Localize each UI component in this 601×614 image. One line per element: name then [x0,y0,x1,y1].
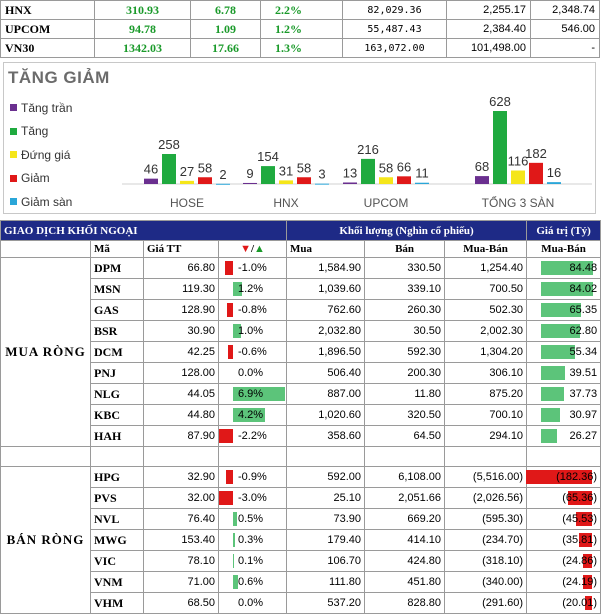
change-bar [219,491,233,505]
net-volume-cell: 700.50 [445,279,527,300]
ticker-cell: VHM [91,593,144,614]
index-value-2: 2,348.74 [531,1,600,20]
ticker-cell: BSR [91,321,144,342]
index-value-1: 101,498.00 [447,39,531,58]
net-value-cell [527,342,601,363]
category-label: HOSE [169,196,205,210]
net-buy-label: MUA RÒNG [1,258,91,447]
index-change: 1.09 [191,20,261,39]
table-row [1,363,601,384]
change-pct-text: -1.0% [238,262,267,274]
bar-data-label: 216 [357,141,379,157]
bar-data-label: 27 [179,163,195,179]
net-value-text: 84.02 [569,283,598,295]
table-row [1,384,601,405]
ticker-cell: VIC [91,551,144,572]
change-pct-cell [219,593,287,614]
index-value: 94.78 [95,20,191,39]
bar-data-label: 68 [474,159,490,175]
buy-volume-cell: 73.90 [287,509,365,530]
change-bar [228,345,233,359]
chart-bar [361,159,375,184]
sell-volume-cell: 11.80 [365,384,445,405]
index-value-2: 546.00 [531,20,600,39]
change-pct-cell [219,258,287,279]
price-cell: 32.90 [144,467,219,488]
legend-label: Đứng giá [21,147,71,162]
net-value-cell [527,467,601,488]
sell-volume-cell: 200.30 [365,363,445,384]
index-row [1,20,600,39]
volume-header: Khối lượng (Nghìn cổ phiếu) [287,221,527,241]
net-volume-cell: (2,026.56) [445,488,527,509]
change-pct-cell [219,342,287,363]
net-value-cell [527,551,601,572]
chart-bar [297,177,311,184]
advance-decline-chart [3,62,596,214]
buy-volume-cell: 106.70 [287,551,365,572]
sell-volume-cell: 6,108.00 [365,467,445,488]
legend-label: Tăng [21,124,49,139]
index-volume: 82,029.36 [343,1,447,20]
net-value-cell [527,279,601,300]
legend-label: Tăng trần [21,100,73,115]
change-bar [233,554,234,568]
ticker-cell: DPM [91,258,144,279]
table-row [1,572,601,593]
bar-data-label: 154 [257,149,279,165]
table-row [1,593,601,614]
change-pct-cell [219,321,287,342]
chart-bar [243,183,257,184]
table-row [1,321,601,342]
net-value-text: 84.48 [569,262,598,274]
col-buy: Mua [287,241,365,258]
bar-data-label: 58 [296,160,312,176]
net-volume-cell: 700.10 [445,405,527,426]
net-value-cell [527,572,601,593]
net-value-cell [527,258,601,279]
index-row [1,39,600,58]
sell-volume-cell: 339.10 [365,279,445,300]
net-value-text: 30.97 [569,409,598,421]
net-value-cell [527,405,601,426]
change-bar [233,533,235,547]
table-row [1,467,601,488]
table-row [1,342,601,363]
index-name: HNX [1,1,95,20]
chart-title: TĂNG GIẢM [8,68,110,87]
price-cell: 119.30 [144,279,219,300]
net-value-cell [527,300,601,321]
index-summary-table [0,0,600,58]
index-row [1,1,600,20]
net-value-cell [527,509,601,530]
net-value-text: 39.51 [569,367,598,379]
value-bar [541,429,557,443]
bar-data-label: 2 [219,166,227,182]
bar-data-label: 31 [278,163,294,179]
ticker-cell: GAS [91,300,144,321]
index-pct: 1.2% [261,20,343,39]
bar-data-label: 9 [246,165,254,181]
price-cell: 44.05 [144,384,219,405]
net-volume-cell: 306.10 [445,363,527,384]
ticker-cell: PNJ [91,363,144,384]
chart-bar [216,184,230,185]
net-volume-cell: (291.60) [445,593,527,614]
index-pct: 2.2% [261,1,343,20]
net-value-text: 62.80 [569,325,598,337]
buy-volume-cell: 1,584.90 [287,258,365,279]
change-pct-cell [219,572,287,593]
net-value-text: (35.81) [562,534,598,546]
chart-bar [547,182,561,184]
chart-bar [379,177,393,184]
col-price: Giá TT [144,241,219,258]
change-pct-text: -3.0% [238,492,267,504]
change-pct-text: 1.2% [238,283,264,295]
change-pct-text: 6.9% [238,388,264,400]
category-label: HNX [273,196,299,210]
sell-volume-cell: 414.10 [365,530,445,551]
chart-bar [529,163,543,184]
chart-bar [144,179,158,184]
change-pct-cell [219,384,287,405]
net-value-text: (24.19) [562,576,598,588]
bar-data-label: 628 [489,94,511,109]
triangle-down-icon: ▼ [240,243,251,255]
change-pct-cell [219,363,287,384]
sell-volume-cell: 2,051.66 [365,488,445,509]
change-bar [233,512,237,526]
price-cell: 44.80 [144,405,219,426]
buy-volume-cell: 506.40 [287,363,365,384]
index-value: 1342.03 [95,39,191,58]
change-bar [225,261,233,275]
net-volume-cell: (595.30) [445,509,527,530]
foreign-title: GIAO DỊCH KHỐI NGOẠI [1,221,287,241]
index-value: 310.93 [95,1,191,20]
chart-bar [162,154,176,184]
value-bar [541,366,565,380]
index-value-2: - [531,39,600,58]
net-value-cell [527,363,601,384]
net-value-text: (24.86) [562,555,598,567]
chart-bar [415,183,429,184]
change-pct-cell [219,279,287,300]
index-change: 6.78 [191,1,261,20]
bar-data-label: 13 [342,165,358,181]
net-volume-cell: (340.00) [445,572,527,593]
table-row [1,530,601,551]
change-pct-cell [219,405,287,426]
sell-volume-cell: 451.80 [365,572,445,593]
ticker-cell: NVL [91,509,144,530]
change-pct-cell [219,426,287,447]
col-change [219,241,287,258]
bar-data-label: 66 [396,159,412,175]
price-cell: 76.40 [144,509,219,530]
net-volume-cell: 1,304.20 [445,342,527,363]
legend-label: Giảm [21,171,50,186]
buy-volume-cell: 358.60 [287,426,365,447]
buy-volume-cell: 537.20 [287,593,365,614]
price-cell: 66.80 [144,258,219,279]
table-row [1,426,601,447]
category-label: UPCOM [363,196,409,210]
net-value-text: 37.73 [569,388,598,400]
price-cell: 128.00 [144,363,219,384]
triangle-up-icon: ▲ [254,243,265,255]
col-change-separator: / [250,243,255,255]
bar-data-label: 11 [415,165,429,181]
foreign-trading-table [0,220,601,614]
sell-volume-cell: 30.50 [365,321,445,342]
change-pct-cell [219,551,287,572]
price-cell: 68.50 [144,593,219,614]
net-value-cell [527,593,601,614]
change-pct-cell [219,300,287,321]
buy-volume-cell: 1,020.60 [287,405,365,426]
category-label: TỔNG 3 SÀN [481,196,555,210]
net-value-cell [527,321,601,342]
buy-volume-cell: 1,896.50 [287,342,365,363]
value-bar [541,387,564,401]
change-pct-text: 0.1% [238,555,264,567]
change-pct-text: -2.2% [238,430,267,442]
net-value-text: 55.34 [569,346,598,358]
index-volume: 163,072.00 [343,39,447,58]
chart-bar [180,181,194,184]
ticker-cell: MWG [91,530,144,551]
index-change: 17.66 [191,39,261,58]
bar-data-label: 58 [197,160,213,176]
buy-volume-cell: 2,032.80 [287,321,365,342]
net-volume-cell: (5,516.00) [445,467,527,488]
sell-volume-cell: 260.30 [365,300,445,321]
change-pct-text: -0.6% [238,346,267,358]
legend-label: Giảm sàn [21,194,73,209]
sell-volume-cell: 424.80 [365,551,445,572]
net-volume-cell: (234.70) [445,530,527,551]
net-value-text: (182.36) [556,471,598,483]
price-cell: 32.00 [144,488,219,509]
change-pct-text: -0.8% [238,304,267,316]
foreign-subheader-row [1,241,601,258]
chart-bar [397,176,411,184]
table-row [1,405,601,426]
change-pct-text: 0.6% [238,576,264,588]
chart-bar [315,184,329,185]
change-bar [227,303,233,317]
change-pct-text: -0.9% [238,471,267,483]
chart-bar [475,176,489,184]
chart-bar [343,182,357,184]
change-pct-text: 0.0% [238,597,264,609]
index-value-1: 2,255.17 [447,1,531,20]
foreign-header-row [1,221,601,241]
table-row [1,279,601,300]
chart-bar [493,111,507,184]
price-cell: 78.10 [144,551,219,572]
buy-volume-cell: 1,039.60 [287,279,365,300]
ticker-cell: MSN [91,279,144,300]
table-row [1,300,601,321]
bar-data-label: 182 [525,145,547,161]
col-sell: Bán [365,241,445,258]
bar-data-label: 3 [318,166,326,182]
index-name: UPCOM [1,20,95,39]
net-value-text: 65.35 [569,304,598,316]
change-pct-text: 0.0% [238,367,264,379]
change-pct-cell [219,509,287,530]
chart-bar [279,180,293,184]
index-pct: 1.3% [261,39,343,58]
ticker-cell: DCM [91,342,144,363]
index-volume: 55,487.43 [343,20,447,39]
ticker-cell: VNM [91,572,144,593]
net-value-cell [527,530,601,551]
separator-row [1,447,601,467]
price-cell: 30.90 [144,321,219,342]
col-net: Mua-Bán [445,241,527,258]
net-volume-cell: (318.10) [445,551,527,572]
ticker-cell: HAH [91,426,144,447]
change-bar [219,429,233,443]
bar-data-label: 16 [546,165,562,181]
chart-bar [511,171,525,184]
change-pct-text: 0.3% [238,534,264,546]
table-row [1,488,601,509]
value-bar [541,408,560,422]
chart-plot [4,63,597,215]
price-cell: 71.00 [144,572,219,593]
net-volume-cell: 2,002.30 [445,321,527,342]
price-cell: 42.25 [144,342,219,363]
index-value-1: 2,384.40 [447,20,531,39]
buy-volume-cell: 887.00 [287,384,365,405]
buy-volume-cell: 179.40 [287,530,365,551]
chart-bar [261,166,275,184]
change-pct-text: 4.2% [238,409,264,421]
sell-volume-cell: 828.80 [365,593,445,614]
net-volume-cell: 875.20 [445,384,527,405]
price-cell: 128.90 [144,300,219,321]
sell-volume-cell: 330.50 [365,258,445,279]
col-ticker: Mã [91,241,144,258]
bar-data-label: 258 [158,137,180,153]
sell-volume-cell: 669.20 [365,509,445,530]
ticker-cell: KBC [91,405,144,426]
table-row [1,509,601,530]
change-pct-cell [219,467,287,488]
value-header: Giá trị (Tỷ) [527,221,601,241]
change-pct-text: 1.0% [238,325,264,337]
net-value-text: (20.01) [562,597,598,609]
net-value-cell [527,384,601,405]
change-bar [233,575,238,589]
net-value-text: 26.27 [569,430,598,442]
change-bar [226,470,233,484]
bar-data-label: 46 [143,161,159,177]
ticker-cell: HPG [91,467,144,488]
net-volume-cell: 1,254.40 [445,258,527,279]
price-cell: 87.90 [144,426,219,447]
net-value-cell [527,426,601,447]
change-pct-cell [219,530,287,551]
price-cell: 153.40 [144,530,219,551]
sell-volume-cell: 64.50 [365,426,445,447]
bar-data-label: 58 [378,160,394,176]
table-row [1,258,601,279]
net-value-text: (45.53) [562,513,598,525]
change-pct-text: 0.5% [238,513,264,525]
bar-data-label: 116 [507,153,529,169]
net-sell-label: BÁN RÒNG [1,467,91,614]
net-volume-cell: 294.10 [445,426,527,447]
sell-volume-cell: 320.50 [365,405,445,426]
ticker-cell: PVS [91,488,144,509]
sell-volume-cell: 592.30 [365,342,445,363]
table-row [1,551,601,572]
col-value: Mua-Bán [527,241,601,258]
index-name: VN30 [1,39,95,58]
buy-volume-cell: 762.60 [287,300,365,321]
buy-volume-cell: 111.80 [287,572,365,593]
buy-volume-cell: 592.00 [287,467,365,488]
net-value-text: (65.36) [562,492,598,504]
buy-volume-cell: 25.10 [287,488,365,509]
chart-bar [198,177,212,184]
ticker-cell: NLG [91,384,144,405]
net-volume-cell: 502.30 [445,300,527,321]
net-value-cell [527,488,601,509]
change-pct-cell [219,488,287,509]
